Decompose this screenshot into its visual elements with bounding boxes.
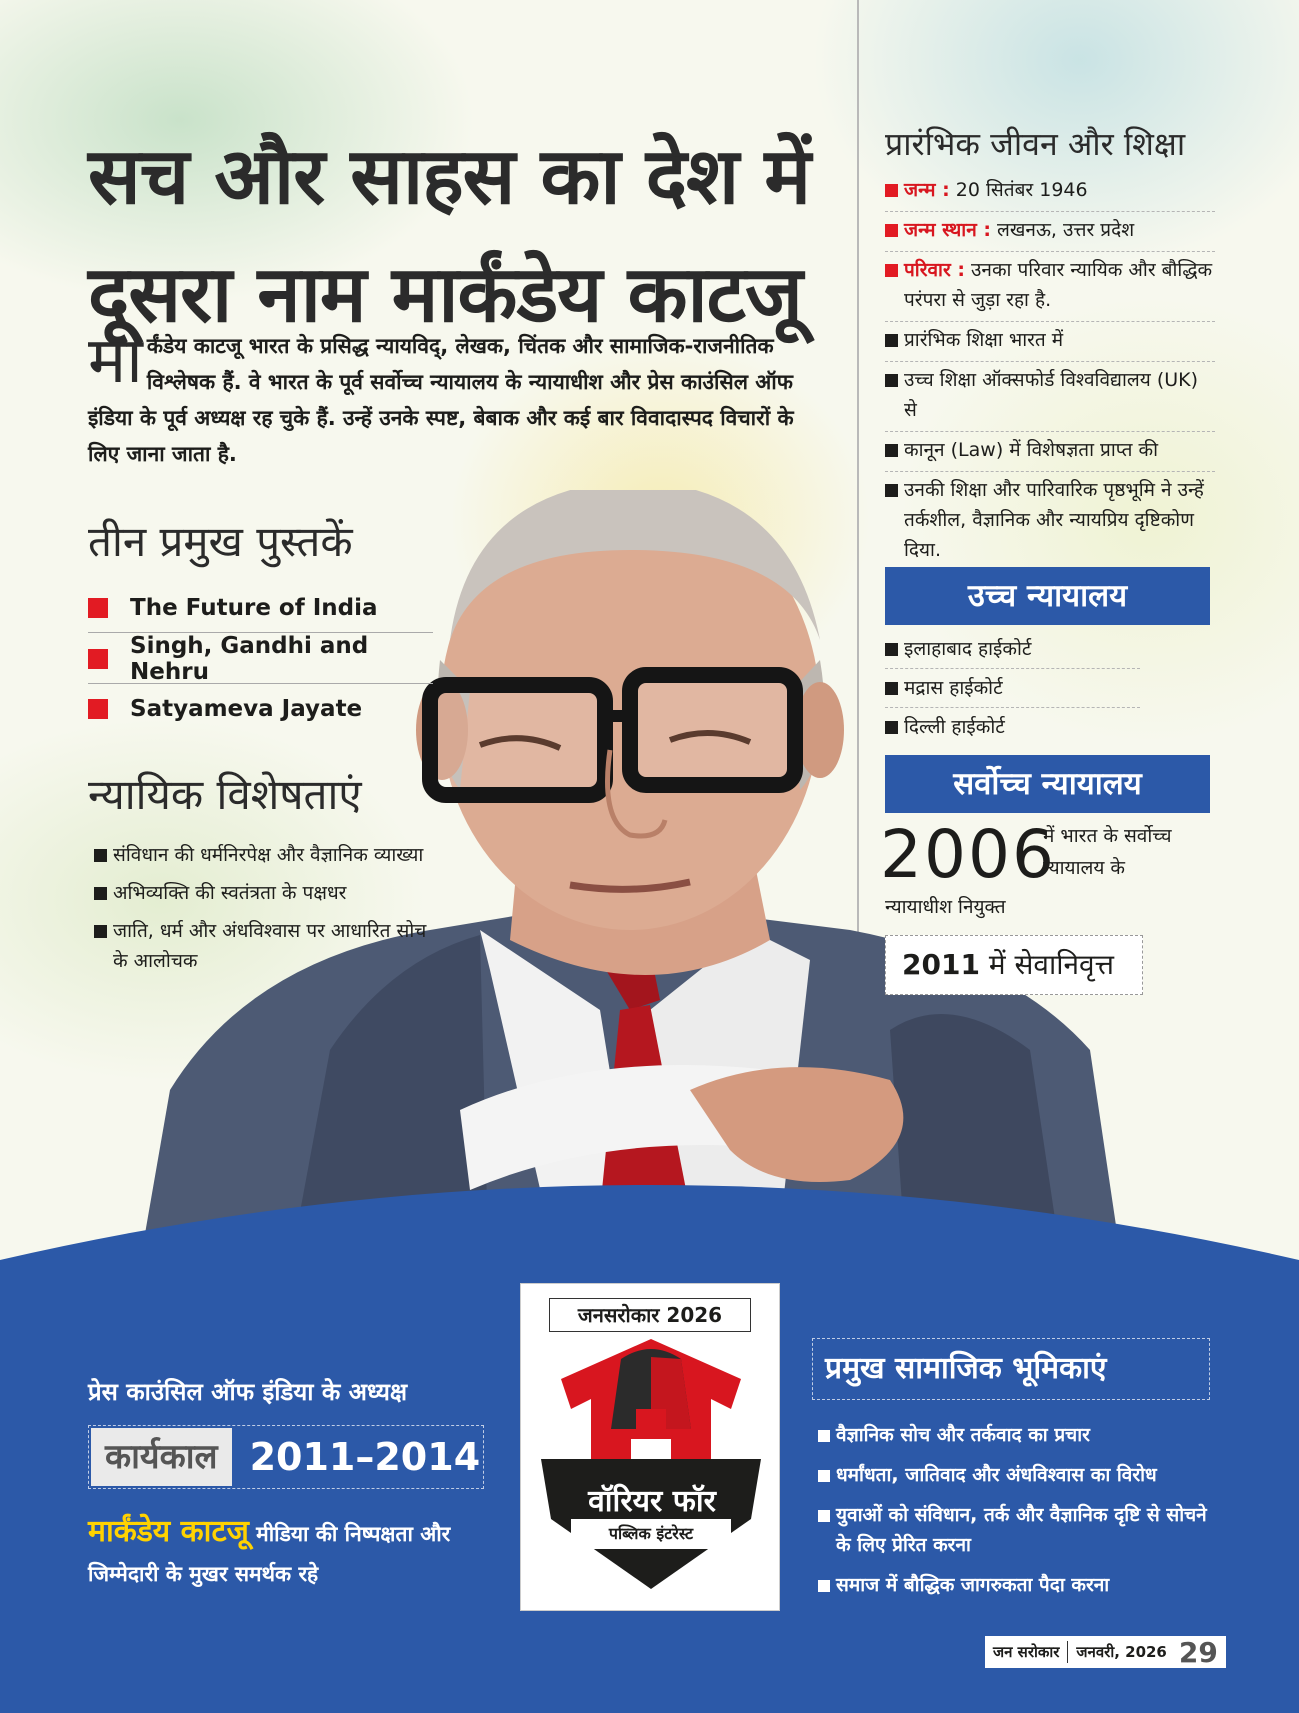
main-headline [88,118,848,354]
person-name: मार्कंडेय काटजू [88,1514,249,1549]
list-item: उनकी शिक्षा और पारिवारिक पृष्ठभूमि ने उन्हें तर्कशील, वैज्ञानिक और न्यायप्रिय दृष्टिकोण दिया. [885,472,1215,571]
page-footer [985,1636,1226,1668]
high-court-title: उच्च न्यायालय [885,567,1210,625]
red-square-icon [885,224,898,237]
magazine-name: जन सरोकार [993,1643,1060,1661]
list-item: युवाओं को संविधान, तर्क और वैज्ञानिक दृष्टि से सोचने के लिए प्रेरित करना [818,1500,1218,1560]
bullet-icon [885,643,898,656]
logo-year: जनसरोकार 2026 [549,1298,751,1332]
high-court-list [885,630,1140,746]
appointment-text: में भारत के सर्वोच्च न्यायालय के [1043,825,1172,879]
red-square-icon [88,699,108,719]
bullet-icon [885,334,898,347]
list-item: जन्म : 20 सितंबर 1946 [885,172,1215,212]
book-title: Satyameva Jayate [130,696,363,722]
books-title: तीन प्रमुख पुस्तकें [88,517,353,566]
list-item: धर्मांधता, जातिवाद और अंधविश्वास का विरोध [818,1460,1218,1490]
warrior-logo-card [520,1283,780,1611]
judicial-title: न्यायिक विशेषताएं [88,770,362,819]
book-item [88,684,433,734]
logo-name: वॉरियर फॉर [588,1484,716,1519]
bullet-icon [885,721,898,734]
shield-helmet-icon [521,1339,781,1609]
bullet-icon [818,1510,830,1522]
issue-date: जनवरी, 2026 [1076,1643,1167,1661]
book-title: Singh, Gandhi and Nehru [130,632,369,685]
page-number: 29 [1178,1635,1218,1669]
term-years: 2011–2014 [249,1435,481,1479]
term-box [88,1425,484,1489]
list-item: कानून (Law) में विशेषज्ञता प्राप्त की [885,432,1215,472]
logo-subtitle: पब्लिक इंटरेस्ट [571,1519,731,1549]
list-item: संविधान की धर्मनिरपेक्ष और वैज्ञानिक व्याख्या [94,840,434,870]
bullet-icon [94,925,107,938]
list-item: उच्च शिक्षा ऑक्सफोर्ड विश्वविद्यालय (UK) से [885,362,1215,432]
red-square-icon [88,598,108,618]
list-item: मद्रास हाईकोर्ट [885,669,1140,708]
bullet-icon [885,682,898,695]
intro-text: र्कंडेय काटजू भारत के प्रसिद्ध न्यायविद्, लेखक, चिंतक और सामाजिक-राजनीतिक विश्लेषक हैं. वे भारत के पूर्व सर्वोच्च न्यायालय के न्यायाधीश और प्रेस काउंसिल ऑफ इंडिया के पूर्व अध्यक्ष रह चुके हैं. उन्हें उनके स्पष्ट, बेबाक और कई बार विवादास्पद विचारों के लिए जाना जाता है. [88,334,794,466]
red-square-icon [885,184,898,197]
retirement-box [885,935,1143,995]
appointment-year: 2006 [880,816,1056,893]
list-item: जन्म स्थान : लखनऊ, उत्तर प्रदेश [885,212,1215,252]
list-item: समाज में बौद्धिक जागरुकता पैदा करना [818,1570,1218,1600]
media-text: मीडिया की निष्पक्षता और जिम्मेदारी के मुखर समर्थक रहे [88,1522,451,1586]
book-title: The Future of India [130,594,378,621]
dropcap: मा [88,324,143,398]
list-item: जाति, धर्म और अंधविश्वास पर आधारित सोच के आलोचक [94,916,434,976]
bullet-icon [885,444,898,457]
list-item: प्रारंभिक शिक्षा भारत में [885,322,1215,362]
intro-paragraph [88,324,828,472]
headline-line-1: सच और साहस का देश में [88,132,811,222]
red-square-icon [88,649,108,669]
list-item: वैज्ञानिक सोच और तर्कवाद का प्रचार [818,1420,1218,1450]
social-roles-title: प्रमुख सामाजिक भूमिकाएं [812,1338,1210,1400]
bullet-icon [818,1430,830,1442]
bullet-icon [94,887,107,900]
list-item: दिल्ली हाईकोर्ट [885,708,1140,746]
press-council-title: प्रेस काउंसिल ऑफ इंडिया के अध्यक्ष [88,1378,408,1406]
book-item [88,634,433,684]
list-item: परिवार : उनका परिवार न्यायिक और बौद्धिक परंपरा से जुड़ा रहा है. [885,252,1215,322]
appointment-text-below: न्यायाधीश नियुक्त [885,896,1006,918]
early-life-list [885,172,1215,571]
red-square-icon [885,264,898,277]
headline-line-2: दूसरा नाम मार्कंडेय काटजू [88,250,802,340]
retirement-text: में सेवानिवृत्त [979,948,1114,981]
bullet-icon [885,374,898,387]
list-item: इलाहाबाद हाईकोर्ट [885,630,1140,669]
book-item [88,583,433,633]
judicial-list [94,840,434,984]
social-roles-list [818,1420,1218,1610]
early-life-title: प्रारंभिक जीवन और शिक्षा [885,125,1186,163]
supreme-court-title: सर्वोच्च न्यायालय [885,755,1210,813]
list-item: अभिव्यक्ति की स्वतंत्रता के पक्षधर [94,878,434,908]
bullet-icon [885,484,898,497]
retirement-year: 2011 [902,948,980,981]
media-statement [88,1512,508,1594]
bullet-icon [818,1580,830,1592]
term-label: कार्यकाल [91,1428,232,1486]
bullet-icon [94,849,107,862]
bullet-icon [818,1470,830,1482]
